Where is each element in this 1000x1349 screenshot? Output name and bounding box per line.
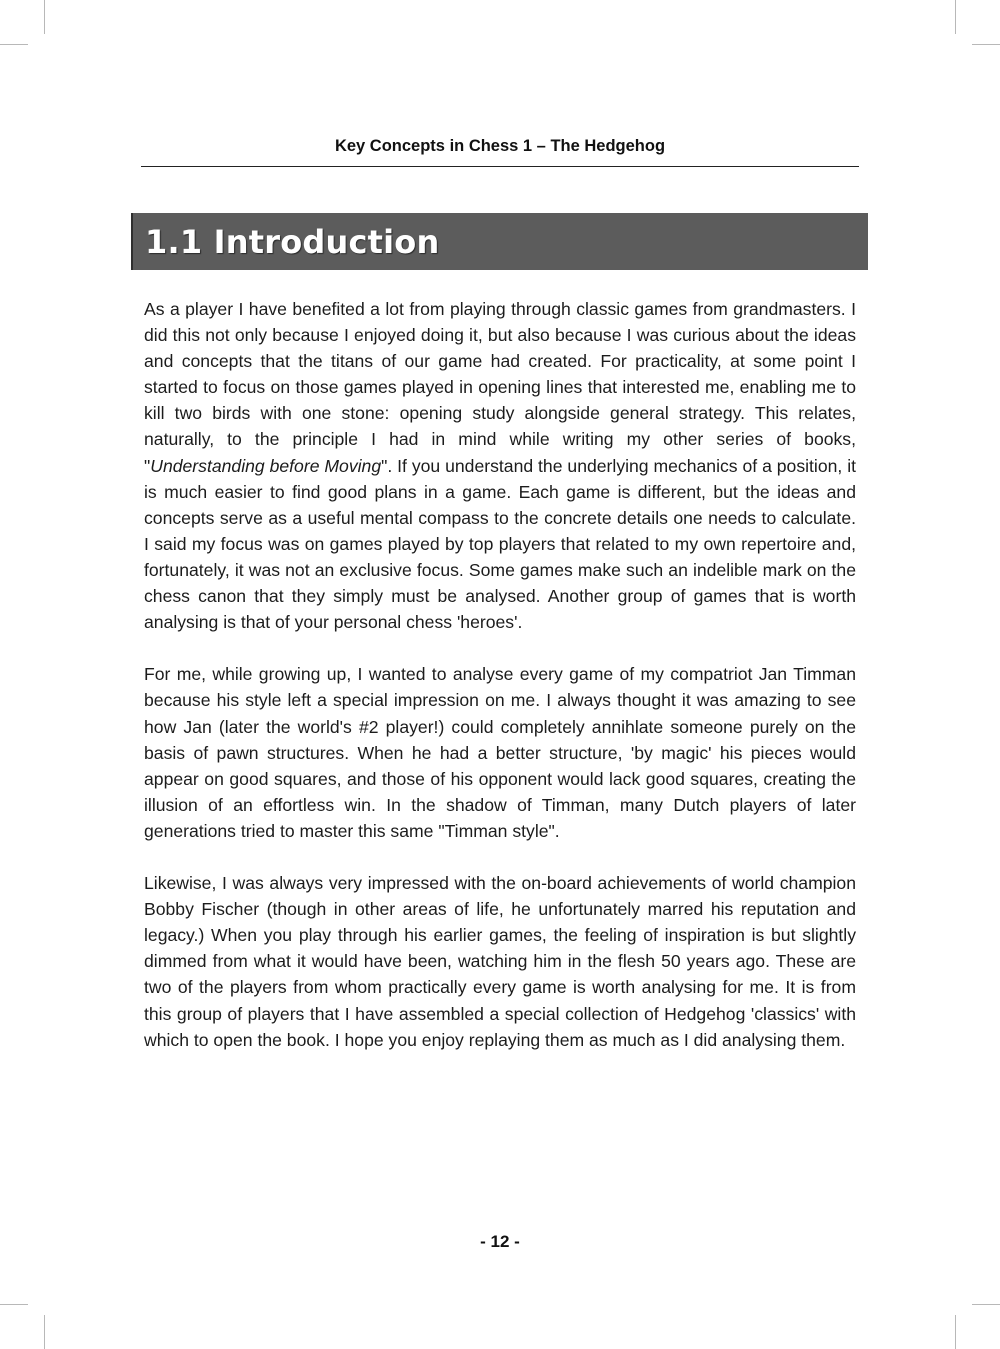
body-text xyxy=(144,296,856,1079)
running-header: Key Concepts in Chess 1 – The Hedgehog xyxy=(334,137,666,155)
paragraph: Likewise, I was always very impressed with the on-board achievements of world champion Bobby Fischer (though in other areas of life, he unfortunately marred his reputation and legacy.) When you play through his earlier games, the feeling of inspiration is but slightly dimmed from what it would have been, watching him in the flesh 50 years ago. These are two of the players from whom practically every game is worth analysing for me. It is from this group of players that I have assembled a special collection of Hedgehog 'classics' with which to open the book. I hope you enjoy replaying them as much as I did analysing them. xyxy=(144,873,856,1050)
paragraph-text: As a player I have benefited a lot from playing through classic games from grandmasters. I did this not only because I enjoyed doing it, but also because I was curious about the ideas and concepts that the titans of our game had created. For practicality, at some point I started to focus on those games played in opening lines that interested me, enabling me to kill two birds with one stone: opening study alongside general strategy. This relates, naturally, to the principle I had in mind while writing my other series of books, " xyxy=(144,299,856,476)
crop-mark-bottom-left xyxy=(44,1315,45,1349)
crop-mark-bottom-right xyxy=(972,1304,1000,1305)
crop-mark-bottom-right xyxy=(955,1315,956,1349)
crop-mark-bottom-left xyxy=(0,1304,28,1305)
crop-mark-top-left xyxy=(0,44,28,45)
crop-mark-top-right xyxy=(955,0,956,34)
section-banner xyxy=(131,213,868,270)
paragraph-text: ". If you understand the underlying mechanics of a position, it is much easier to find good plans in a game. Each game is different, but the ideas and concepts serve as a useful mental compass to the concrete details one needs to calculate. I said my focus was on games played by top players that related to my own repertoire and, fortunately, it was not an exclusive focus. Some games make such an indelible mark on the chess canon that they simply must be analysed. Another group of games that is worth analysing is that of your personal chess 'heroes'. xyxy=(144,455,856,633)
paragraph: For me, while growing up, I wanted to analyse every game of my compatriot Jan Timman because his style left a special impression on me. I always thought it was amazing to see how Jan (later the world's #2 player!) could completely annihlate someone purely on the basis of pawn structures. When he had a better structure, 'by magic' his pieces would appear on good squares, and those of his opponent would lack good squares, creating the illusion of an effortless win. In the shadow of Timman, many Dutch players of later generations tried to master this same "Timman style". xyxy=(144,664,856,841)
crop-mark-top-right xyxy=(972,44,1000,45)
header-rule xyxy=(141,166,859,167)
paragraph xyxy=(144,296,856,635)
section-title: 1.1 Introduction xyxy=(145,223,440,261)
crop-mark-top-left xyxy=(44,0,45,34)
book-series-title: Understanding before Moving xyxy=(150,455,382,476)
page-number: - 12 - xyxy=(480,1232,520,1251)
